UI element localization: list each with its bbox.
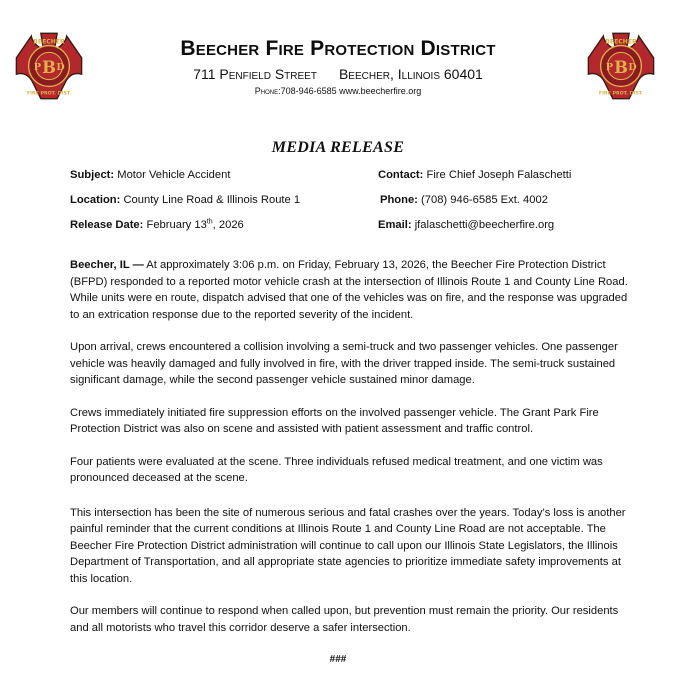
subject-label: Subject: xyxy=(70,169,115,181)
logo-top-text: BEECHER xyxy=(605,38,637,46)
meta-row-release xyxy=(70,219,630,235)
paragraph-3: Crews immediately initiated fire suppression efforts on the involved passenger vehicle. The Grant Park Fire Protection District was also on scene and assisted with patient assessment and traffic control. xyxy=(70,406,599,435)
location-label: Location: xyxy=(70,194,121,206)
organization-name: Beecher Fire Protection District xyxy=(180,37,496,60)
subject-value: Motor Vehicle Accident xyxy=(117,169,231,181)
email-label: Email: xyxy=(378,219,412,231)
logo-top-text: BEECHER xyxy=(33,38,65,46)
contact-field xyxy=(378,169,571,181)
paragraph-2: Upon arrival, crews encountered a collision involving a semi-truck and two passenger vehicles. One passenger vehicle was heavily damaged and fully involved in fire, with the driver trapped inside. The semi-truck sustained significant damage, while the second passenger vehicle sustained minor damage. xyxy=(70,341,618,386)
logo-letter-d: D xyxy=(628,62,637,74)
phone-label: Phone: xyxy=(254,86,281,96)
release-date-label: Release Date: xyxy=(70,219,144,231)
phone-field xyxy=(380,194,548,206)
release-date-ordinal: th xyxy=(206,218,213,226)
logo-bottom-text: FIRE PROT. DIST. xyxy=(598,91,644,97)
fire-district-logo-right xyxy=(587,32,655,100)
meta-row-location xyxy=(70,194,630,210)
logo-letter-b: B xyxy=(614,57,628,77)
paragraph-4: Four patients were evaluated at the scene. Three individuals refused medical treatment, and one victim was pronounced deceased at the scene. xyxy=(70,455,603,484)
email-value[interactable]: jfalaschetti@beecherfire.org xyxy=(414,219,555,231)
dateline: Beecher, IL — xyxy=(70,259,144,271)
contact-label: Contact: xyxy=(378,169,424,181)
fire-district-logo-left xyxy=(15,32,83,100)
contact-value: Fire Chief Joseph Falaschetti xyxy=(426,169,572,181)
release-date-value: February 13 xyxy=(146,219,207,231)
location-value: County Line Road & Illinois Route 1 xyxy=(123,194,301,206)
organization-contact-line xyxy=(100,85,576,97)
release-date-year: , 2026 xyxy=(212,219,244,231)
phone-label: Phone: xyxy=(380,194,418,206)
document-title: MEDIA RELEASE xyxy=(271,139,405,156)
logo-bottom-text: FIRE PROT. DIST. xyxy=(26,91,72,97)
paragraph-6: Our members will continue to respond when called upon, but prevention must remain the priority. Our residents and all motorists who travel this corridor deserve a safer intersection. xyxy=(70,605,619,634)
end-of-release-mark: ### xyxy=(329,654,347,665)
logo-letter-b: B xyxy=(42,57,56,77)
release-date-field xyxy=(70,219,244,231)
release-body xyxy=(70,257,628,652)
logo-letter-p: P xyxy=(33,62,42,74)
meta-row-subject xyxy=(70,169,630,185)
organization-address xyxy=(100,65,576,83)
city-state-zip: Beecher, Illinois 60401 xyxy=(338,66,483,82)
street-address: 711 Penfield Street xyxy=(193,66,317,82)
email-field xyxy=(378,219,554,231)
logo-letter-p: P xyxy=(605,62,614,74)
paragraph-1-text: At approximately 3:06 p.m. on Friday, February 13, 2026, the Beecher Fire Protection District (BFPD) responded to a reported motor vehicle crash at the intersection of Illinois Route 1 and County Line Road. While units were en route, dispatch advised that one of the vehicles was on fire, and the response was upgraded to an extrication response due to the reported severity of the incident. xyxy=(70,259,628,321)
phone-and-website: 708-946-6585 www.beecherfire.org xyxy=(280,86,422,96)
phone-value: (708) 946-6585 Ext. 4002 xyxy=(421,194,548,206)
logo-letter-d: D xyxy=(56,62,65,74)
letterhead xyxy=(100,36,576,97)
location-field xyxy=(70,194,300,206)
subject-field xyxy=(70,169,230,181)
paragraph-5: This intersection has been the site of numerous serious and fatal crashes over the years. Today’s loss is another painful reminder that the current conditions at Illinois Route 1 and County Line Road are not acceptable. The Beecher Fire Protection District administration will continue to call upon our Illinois State Legislators, the Illinois Department of Transportation, and all appropriate state agencies to prioritize immediate safety improvements at this location. xyxy=(70,506,626,585)
paragraph-1 xyxy=(70,257,628,323)
